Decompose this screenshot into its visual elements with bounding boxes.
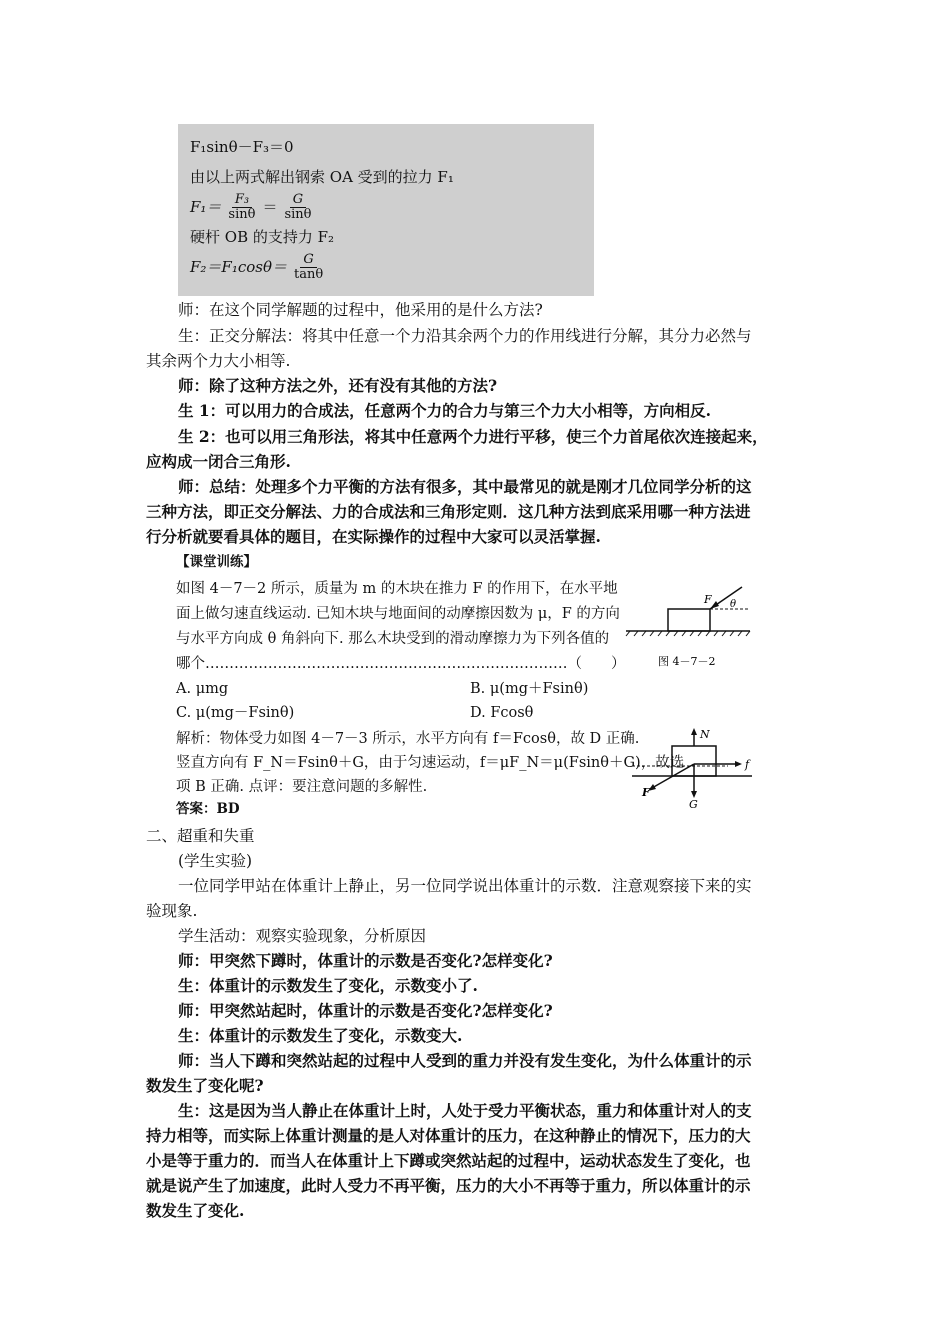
dialogue-line: 师：在这个同学解题的过程中，他采用的是什么方法? (178, 301, 543, 319)
formula-line-3 (190, 192, 582, 222)
option-b: B. μ(mg＋Fsinθ) (470, 681, 589, 697)
fraction-denominator: sinθ (228, 206, 256, 222)
friction-arrow-head (735, 761, 742, 767)
figure-caption: 图 4－7－2 (658, 655, 716, 668)
label-F: F (642, 786, 650, 799)
dialogue-line: 生：体重计的示数发生了变化，示数变大. (178, 1026, 463, 1045)
dialogue-line: 生 2：也可以用三角形法，将其中任意两个力进行平移，使三个力首尾依次连接起来， (178, 427, 768, 446)
fraction-denominator: sinθ (284, 206, 312, 222)
formula-fraction-f3-sin (225, 193, 258, 222)
formula-f1-lhs: F₁＝ (190, 197, 222, 216)
dialogue-line: 其余两个力大小相等. (146, 352, 291, 370)
formula-line-1: F₁sinθ－F₃＝0 (190, 137, 294, 156)
answer: 答案：BD (176, 801, 240, 817)
dialogue-line: 数发生了变化. (146, 1201, 245, 1220)
label-N: N (700, 728, 710, 741)
dialogue-line: 生：这是因为当人静止在体重计上时，人处于受力平衡状态，重力和体重计对人的支 (178, 1101, 752, 1120)
formula-fraction-g-tan (291, 253, 326, 282)
fraction-numerator: G (290, 193, 306, 208)
formula-fraction-g-sin (281, 193, 314, 222)
analysis-line: 项 B 正确. 点评：要注意问题的多解性. (176, 779, 428, 795)
option-d: D. Fcosθ (470, 705, 534, 721)
block (668, 609, 710, 631)
fraction-numerator: G (300, 253, 316, 268)
option-c: C. μ(mg－Fsinθ) (176, 705, 295, 721)
formula-image (178, 124, 594, 296)
exercise-question-line: 如图 4－7－2 所示，质量为 m 的木块在推力 F 的作用下，在水平地 (176, 581, 618, 597)
label-theta: θ (730, 599, 737, 610)
formula-equals: ＝ (262, 197, 278, 216)
normal-arrow-head (691, 728, 697, 735)
label-G: G (689, 798, 698, 810)
dialogue-line: 行分析就要看具体的题目，在实际操作的过程中大家可以灵活掌握. (146, 527, 601, 546)
exercise-question-line: 哪个…………………………………………………………………（ ） (176, 656, 626, 672)
fraction-denominator: tanθ (294, 266, 324, 282)
dialogue-line: 师：甲突然下蹲时，体重计的示数是否变化?怎样变化? (178, 951, 553, 970)
dialogue-line: 一位同学甲站在体重计上静止，另一位同学说出体重计的示数．注意观察接下来的实 (178, 877, 752, 895)
dialogue-line: 三种方法，即正交分解法、力的合成法和三角形定则．这几种方法到底采用哪一种方法进 (146, 502, 751, 521)
exercise-heading: 【课堂训练】 (176, 554, 257, 570)
analysis-line: 解析：物体受力如图 4－7－3 所示，水平方向有 f＝Fcosθ，故 D 正确. (176, 731, 640, 747)
dialogue-line: 师：当人下蹲和突然站起的过程中人受到的重力并没有发生变化，为什么体重计的示 (178, 1051, 752, 1070)
dialogue-line: 持力相等，而实际上体重计测量的是人对体重计的压力，在这种静止的情况下，压力的大 (146, 1126, 751, 1145)
dialogue-line: 师：总结：处理多个力平衡的方法有很多，其中最常见的就是刚才几位同学分析的这 (178, 477, 752, 496)
option-a: A. μmg (176, 681, 229, 697)
exercise-question-line: 与水平方向成 θ 角斜向下. 那么木块受到的滑动摩擦力为下列各值的 (176, 631, 610, 647)
exercise-question-line: 面上做匀速直线运动. 已知木块与地面间的动摩擦因数为 μ，F 的方向 (176, 606, 620, 622)
formula-line-2: 由以上两式解出钢索 OA 受到的拉力 F₁ (190, 167, 454, 186)
dialogue-line: 生 1：可以用力的合成法，任意两个力的合力与第三个力大小相等，方向相反. (178, 401, 712, 420)
analysis-line: 竖直方向有 F_N＝Fsinθ＋G，由于匀速运动，f＝μF_N＝μ(Fsinθ＋G)，故选 (176, 755, 685, 771)
dialogue-line: 生：正交分解法：将其中任意一个力沿其余两个力的作用线进行分解，其分力必然与 (178, 327, 752, 345)
dialogue-line: 应构成一闭合三角形. (146, 452, 291, 471)
formula-line-4: 硬杆 OB 的支持力 F₂ (190, 227, 335, 246)
dialogue-line: 师：除了这种方法之外，还有没有其他的方法? (178, 376, 498, 395)
dialogue-line: (学生实验) (178, 852, 253, 870)
section-heading: 二、超重和失重 (146, 827, 255, 845)
label-F: F (704, 593, 712, 606)
dialogue-line: 学生活动：观察实验现象，分析原因 (178, 927, 427, 945)
dialogue-line: 小是等于重力的．而当人在体重计上下蹲或突然站起的过程中，运动状态发生了变化，也 (146, 1151, 751, 1170)
formula-line-5 (190, 252, 582, 282)
dialogue-line: 生：体重计的示数发生了变化，示数变小了. (178, 976, 478, 995)
dialogue-line: 师：甲突然站起时，体重计的示数是否变化?怎样变化? (178, 1001, 553, 1020)
fraction-numerator: F₃ (232, 193, 252, 208)
gravity-arrow-head (691, 791, 697, 798)
figure-4-7-2 (624, 585, 754, 670)
dialogue-line: 数发生了变化呢? (146, 1076, 264, 1095)
dialogue-line: 就是说产生了加速度，此时人受力不再平衡，压力的大小不再等于重力，所以体重计的示 (146, 1176, 751, 1195)
label-f: f (745, 758, 750, 771)
figure-4-7-3 (628, 726, 758, 810)
formula-f2-lhs: F₂＝F₁cosθ＝ (190, 257, 288, 276)
dialogue-line: 验现象. (146, 902, 198, 920)
